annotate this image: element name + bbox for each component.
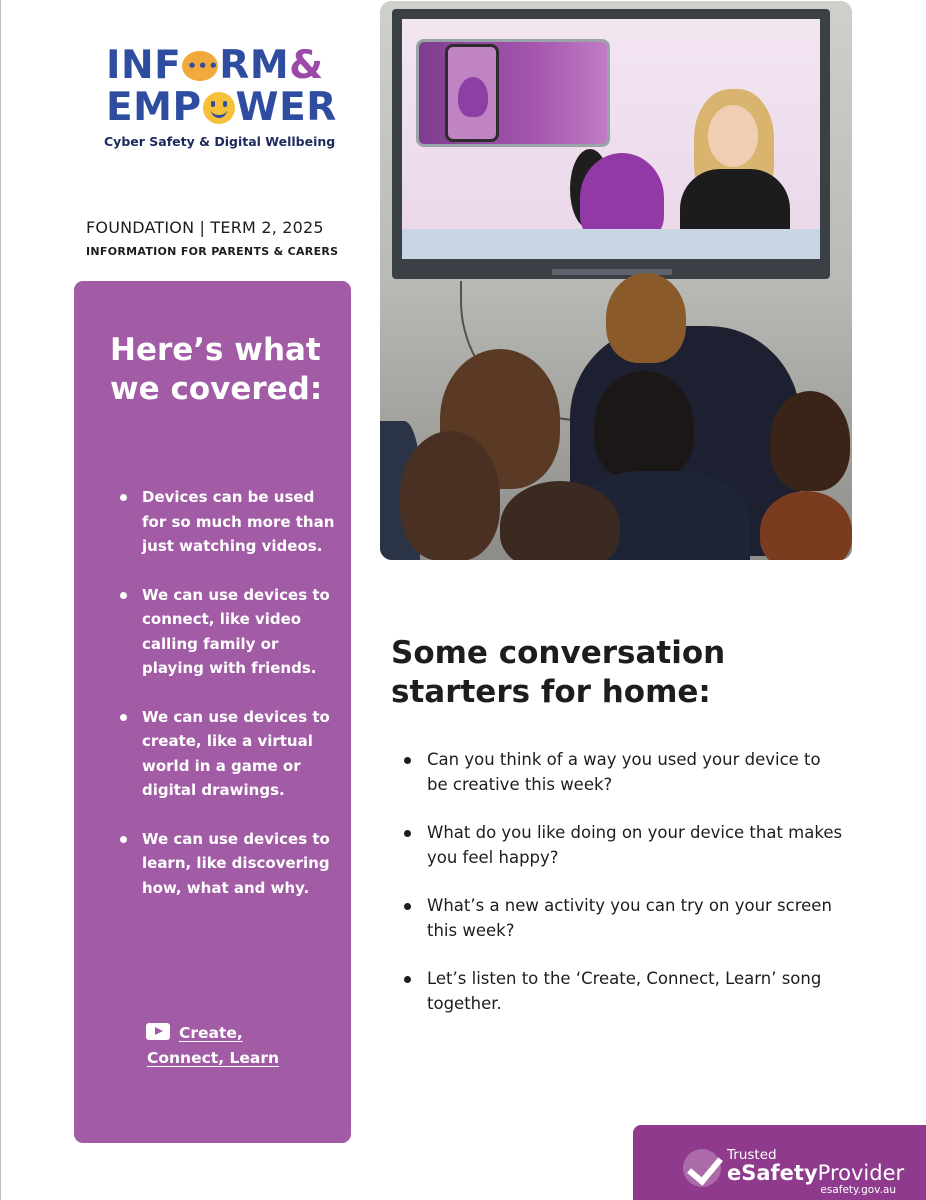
conversation-item: What do you like doing on your device that makes you feel happy? [403,821,843,870]
conversation-item: Can you think of a way you used your device to be creative this week? [403,748,843,797]
covered-item: We can use devices to create, like a virtual world in a game or digital drawings. [118,705,338,803]
puppet-on-phone [458,77,488,117]
inform-empower-logo [98,45,338,160]
tv-floor [402,229,820,259]
covered-item: We can use devices to connect, like video calling family or playing with friends. [118,583,338,681]
audience-heading: INFORMATION FOR PARENTS & CARERS [86,245,339,258]
covered-title: Here’s what we covered: [110,332,323,407]
logo-text-rm: RM [219,43,290,88]
phone-frame [445,44,499,142]
term-heading: FOUNDATION | TERM 2, 2025 [86,218,324,237]
logo-text-inf: INF [106,43,182,88]
video-link-line1[interactable]: Create, [179,1024,243,1042]
conversation-title: Some conversation starters for home: [391,635,726,710]
badge-url: esafety.gov.au [820,1184,896,1196]
covered-panel [74,281,351,1143]
student [770,391,850,491]
badge-brand-bold: eSafety [727,1161,818,1185]
badge-trusted: Trusted [727,1147,777,1163]
logo-line-inform [106,45,338,87]
covered-item: Devices can be used for so much more than just watching videos. [118,485,338,559]
classroom-screen-photo [380,1,852,560]
conversation-item: What’s a new activity you can try on your screen this week? [403,894,843,943]
tv-screen [392,9,830,279]
student [594,371,694,481]
logo-text-wer: WER [235,85,337,130]
conversation-item: Let’s listen to the ‘Create, Connect, Learn’ song together. [403,967,843,1016]
logo-ampersand: & [289,43,324,88]
student [606,273,686,363]
covered-item: We can use devices to learn, like discovering how, what and why. [118,827,338,901]
presenter-face [708,105,758,167]
speech-bubble-icon [182,51,218,81]
smiley-face-icon [203,92,235,124]
covered-list [118,485,338,924]
video-call-inset [416,39,610,147]
logo-text-emp: EMP [106,85,202,130]
badge-brand [727,1161,904,1185]
video-link-text[interactable] [147,1021,319,1070]
video-link-line2[interactable]: Connect, Learn [147,1048,280,1067]
logo-line-empower [106,87,338,129]
logo-tagline: Cyber Safety & Digital Wellbeing [104,134,336,149]
esafety-provider-badge [633,1125,926,1200]
conversation-list [403,748,843,1040]
badge-brand-rest: Provider [817,1161,905,1185]
create-connect-learn-link[interactable] [146,1021,336,1070]
student [400,431,500,560]
tv-display [402,19,820,259]
checkmark-icon [683,1149,721,1187]
play-icon[interactable] [146,1023,170,1040]
